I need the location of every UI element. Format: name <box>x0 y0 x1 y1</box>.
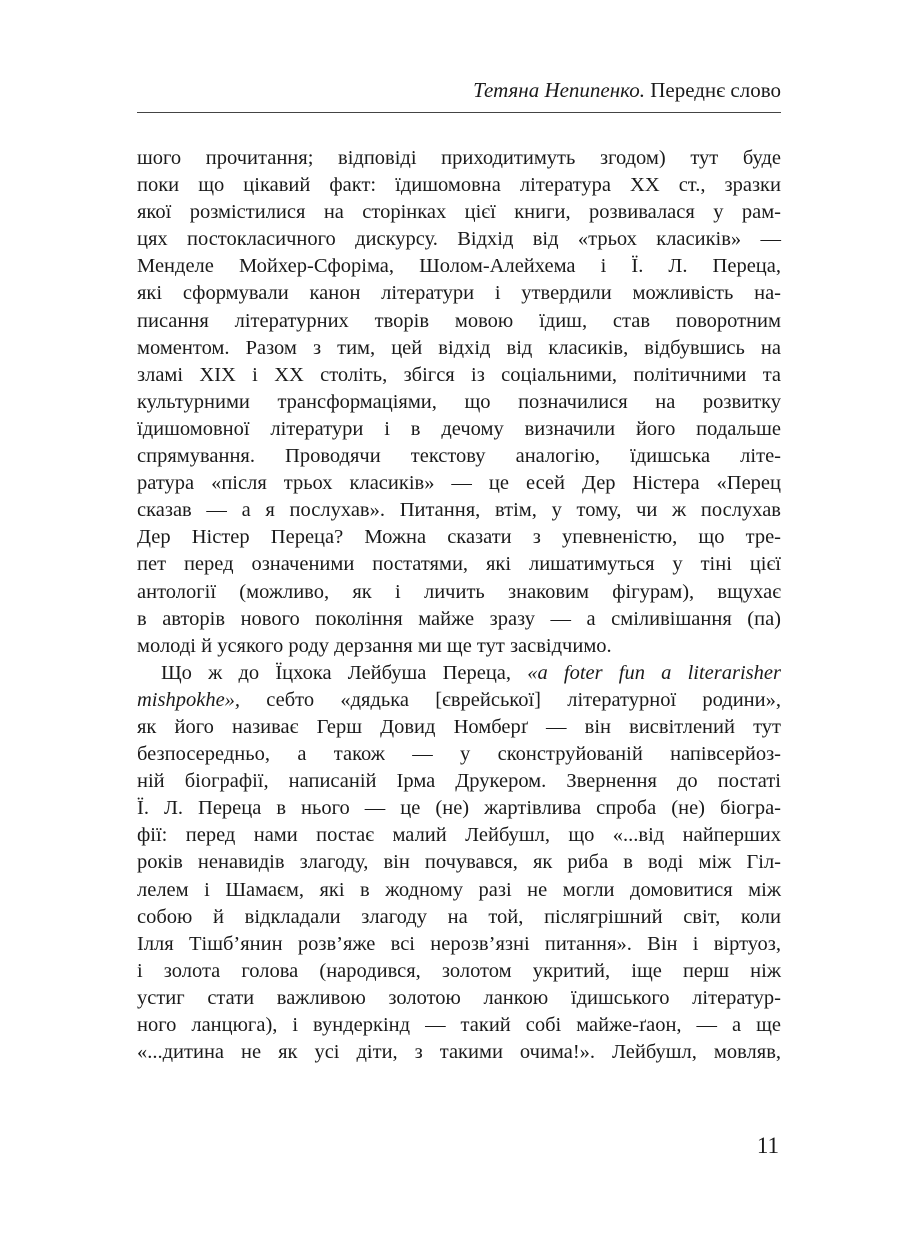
line-text: пет перед означеними постатями, які лишатимуться у тіні цієї <box>137 553 781 576</box>
text-line <box>137 579 781 606</box>
header-title: Переднє слово <box>650 78 781 102</box>
line-text: Менделе Мойхер-Сфоріма, Шолом-Алейхема і Ї. Л. Переца, <box>137 255 781 278</box>
text-line <box>137 714 781 741</box>
line-text: і золота голова (народився, золотом укритий, іще перш ніж <box>137 959 781 982</box>
text-line <box>137 877 781 904</box>
text-line <box>137 795 781 822</box>
text-line <box>137 172 781 199</box>
text-line <box>137 768 781 795</box>
text-line <box>137 470 781 497</box>
text-line <box>137 985 781 1012</box>
line-text: «...дитина не як усі діти, з такими очима!». Лейбушл, мовляв, <box>137 1041 781 1064</box>
header-rule <box>137 112 781 113</box>
line-text: спрямування. Проводячи текстову аналогію, їдишська літе- <box>137 445 781 468</box>
line-text: Ї. Л. Переца в нього — це (не) жартівлива спроба (не) біогра- <box>137 797 781 820</box>
line-text: Дер Ністер Переца? Можна сказати з упевненістю, що тре- <box>137 526 781 549</box>
text-line <box>137 389 781 416</box>
text-line <box>137 1012 781 1039</box>
text-line <box>137 497 781 524</box>
page-number: 11 <box>756 1133 779 1158</box>
line-text: ного ланцюга), і вундеркінд — такий собі майже-ґаон, — а ще <box>137 1014 781 1036</box>
text-line <box>137 931 781 958</box>
line-text: безпосередньо, а також — у сконструйованій напівсерйоз- <box>137 743 781 766</box>
line-text: які сформували канон літератури і утвердили можливість на- <box>137 282 781 305</box>
text-line <box>137 416 781 443</box>
text-line <box>137 362 781 389</box>
line-text: Що ж до Їцхока Лейбуша Переца, <box>161 661 528 684</box>
line-text: в авторів нового покоління майже зразу — а сміливішання (па) <box>137 607 781 630</box>
text-line <box>137 660 781 687</box>
line-text: писання літературних творів мовою їдиш, став поворотним <box>137 309 781 332</box>
running-header <box>137 78 781 103</box>
line-text: культурними трансформаціями, що позначилися на розвитку <box>137 390 781 413</box>
line-text: собою й відкладали злагоду на той, післягрішний світ, коли <box>137 905 781 928</box>
line-text: років ненавидів злагоду, він почувався, як риба в воді між Гіл- <box>137 851 781 874</box>
text-line <box>137 308 781 335</box>
line-text: як його називає Герш Довид Номберґ — він висвітлений тут <box>137 715 781 738</box>
line-text: поки що цікавий факт: їдишомовна література XX ст., зразки <box>137 174 781 197</box>
italic-text: mishpokhe», <box>137 688 241 711</box>
line-text: моментом. Разом з тим, цей відхід від класиків, відбувшись на <box>137 336 781 359</box>
line-text: шого прочитання; відповіді приходитимуть згодом) тут буде <box>137 147 781 169</box>
text-line <box>137 1039 781 1066</box>
text-line <box>137 443 781 470</box>
text-line <box>137 958 781 985</box>
line-text: цях постокласичного дискурсу. Відхід від «трьох класиків» — <box>137 228 781 251</box>
text-line <box>137 335 781 362</box>
text-line <box>137 226 781 253</box>
text-line <box>137 687 781 714</box>
text-line <box>137 551 781 578</box>
text-line <box>137 145 781 172</box>
line-text: лелем і Шамаєм, які в жодному разі не могли домовитися між <box>137 878 781 901</box>
text-line <box>137 280 781 307</box>
text-line <box>137 849 781 876</box>
text-line <box>137 253 781 280</box>
line-text: себто «дядька [єврейської] літературної родини», <box>240 688 781 711</box>
header-author: Тетяна Непипенко. <box>473 78 645 102</box>
line-text: їдишомовної літератури і в дечому визначили його подальше <box>137 417 781 440</box>
text-line <box>137 606 781 633</box>
line-text: Ілля Тішб’янин розв’яже всі нерозв’язні питання». Він і віртуоз, <box>137 932 781 955</box>
line-text: молоді й усякого роду дерзання ми ще тут засвідчимо. <box>137 634 612 657</box>
line-text: зламі XIX і XX століть, збігся із соціальними, політичними та <box>137 363 781 386</box>
line-text: ратура «після трьох класиків» — це есей Дер Ністера «Перец <box>137 472 781 495</box>
line-text: ній біографії, написаній Ірма Друкером. Звернення до постаті <box>137 770 781 793</box>
text-line <box>137 741 781 768</box>
text-line <box>137 524 781 551</box>
line-text: сказав — а я послухав». Питання, втім, у тому, чи ж послухав <box>137 499 781 522</box>
line-text: якої розмістилися на сторінках цієї книги, розвивалася у рам- <box>137 201 781 224</box>
line-text: фії: перед нами постає малий Лейбушл, що «...від найперших <box>137 824 781 847</box>
text-line <box>137 822 781 849</box>
body-text <box>137 145 781 1066</box>
text-line <box>137 633 781 660</box>
text-line <box>137 904 781 931</box>
text-line <box>137 199 781 226</box>
italic-text: «a foter fun a literarisher <box>527 661 781 684</box>
line-text: устиг стати важливою золотою ланкою їдишського літератур- <box>137 986 781 1009</box>
line-text: антології (можливо, як і личить знаковим фігурам), вщухає <box>137 580 781 603</box>
